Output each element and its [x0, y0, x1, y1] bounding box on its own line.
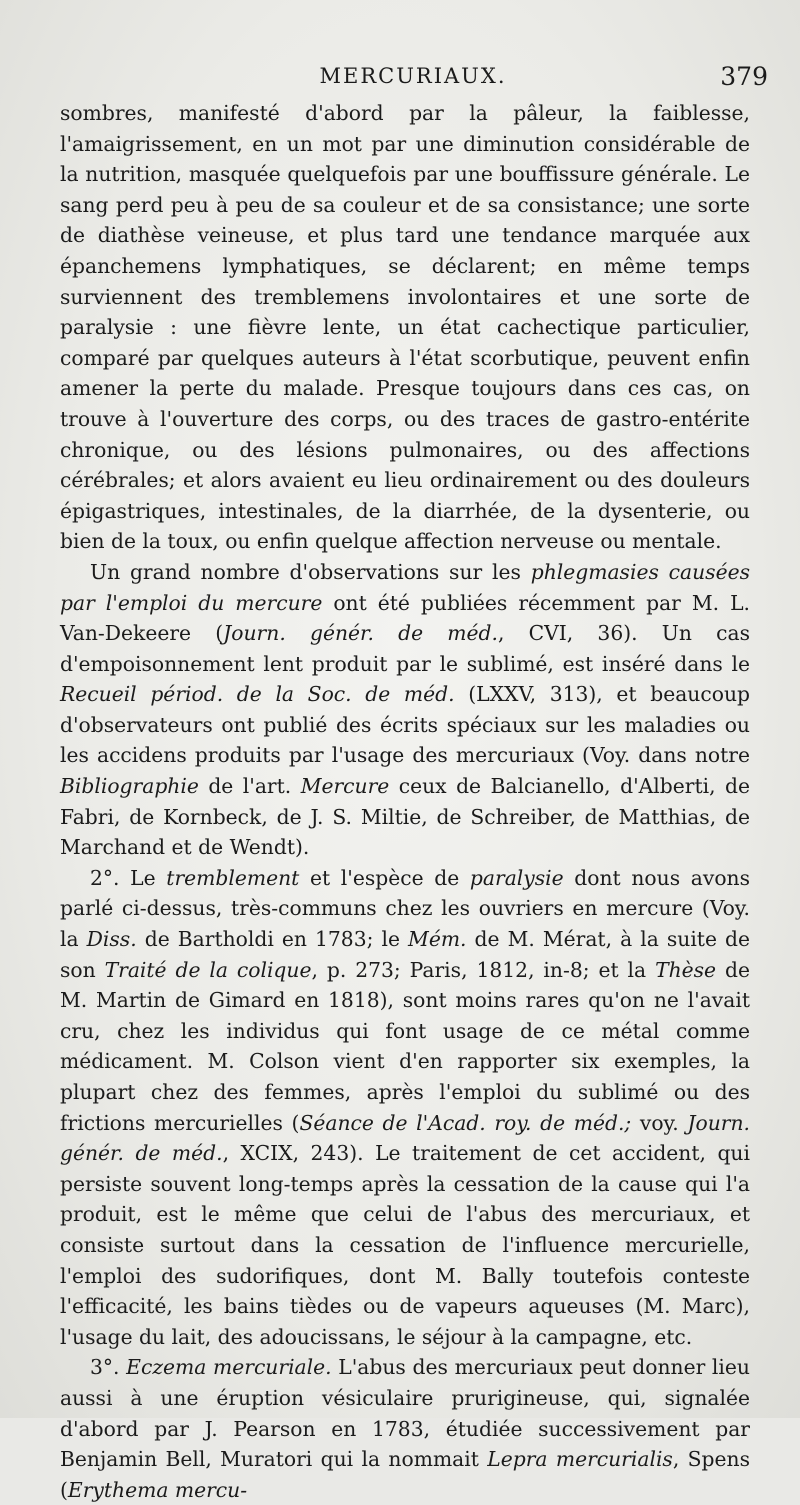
body-text [60, 98, 750, 1505]
text-segment: , CVI, 36). Un cas d'empoisonnement lent produit par le sublimé, est inséré dans le [60, 621, 750, 676]
text-segment: et l'espèce de [299, 865, 470, 890]
italic-text-segment: Thèse [655, 957, 717, 982]
text-segment: , p. 273; Paris, 1812, in-8; et la [311, 957, 656, 982]
text-segment: ceux de Balcianello, d'Alberti, de Fabri, de Kornbeck, de J. S. Miltie, de Schreiber, de Matthias, de Marchand et de Wendt). [60, 774, 750, 860]
text-segment: 3°. [90, 1355, 127, 1380]
italic-text-segment: Journ. génér. de méd. [60, 1110, 750, 1166]
paragraph [60, 98, 750, 557]
page-header [58, 62, 768, 102]
text-segment: de M. Mérat, à la suite de son [60, 927, 750, 982]
page-number: 379 [720, 62, 768, 91]
italic-text-segment: Recueil périod. de la Soc. de méd. [60, 682, 455, 707]
text-segment: de M. Martin de Gimard en 1818), sont moins rares qu'on ne l'avait cru, chez les individus qui font usage de ce métal comme médicament. M. Colson vient d'en rapporter six exemples, la plupart chez des femmes, après l'emploi du sublimé ou des frictions mercurielles ( [60, 957, 750, 1135]
italic-text-segment: Traité de la colique [104, 957, 312, 982]
italic-text-segment: Eczema mercuriale. [126, 1355, 332, 1380]
italic-text-segment: Diss. [86, 927, 137, 952]
italic-text-segment: Mercure [300, 774, 390, 799]
text-segment: de Bartholdi en 1783; le [136, 927, 409, 952]
text-segment: de l'art. [198, 774, 301, 799]
paragraph [60, 863, 750, 1353]
text-segment: Un grand nombre d'observations sur les [90, 559, 531, 584]
italic-text-segment: Bibliographie [60, 774, 199, 799]
paragraph [60, 1352, 750, 1505]
text-segment: dont nous avons parlé ci-dessus, très-communs chez les ouvriers en mercure (Voy. la [60, 865, 750, 952]
text-segment: , XCIX, 243). Le traitement de cet accident, qui persiste souvent long-temps après la cessation de la cause qui l'a produit, est le même que celui de l'abus des mercuriaux, et consiste surtout dans la cessation de l'influence mercurielle, l'emploi des sudorifiques, dont M. Bally toutefois conteste l'efficacité, les bains tièdes ou de vapeurs aqueuses (M. Marc), l'usage du lait, des adoucissans, le séjour à la campagne, etc. [60, 1141, 750, 1349]
text-segment: sombres, manifesté d'abord par la pâleur, la faiblesse, l'amaigrissement, en un mot par une diminution considérable de la nutrition, masquée quelquefois par une bouffissure générale. Le sang perd peu à peu de sa couleur et de sa consistance; une sorte de diathèse veineuse, et plus tard une tendance marquée aux épanchemens lymphatiques, se déclarent; en même temps surviennent des tremblemens involontaires et une sorte de paralysie : une fièvre lente, un état cachectique particulier, comparé par quelques auteurs à l'état scorbutique, peuvent enfin amener la perte du malade. Presque toujours dans ces cas, on trouve à l'ouverture des corps, ou des traces de gastro-entérite chronique, ou des lésions pulmonaires, ou des affections cérébrales; et alors avaient eu lieu ordinairement ou des douleurs épigastriques, intestinales, de la diarrhée, de la dysenterie, ou bien de la toux, ou enfin quelque affection nerveuse ou mentale. [60, 101, 750, 554]
italic-text-segment: Erythema mercu- [67, 1477, 248, 1502]
italic-text-segment: phlegmasies causées par l'emploi du mercure [60, 559, 750, 615]
text-segment: , Spens ( [60, 1447, 750, 1502]
running-head: MERCURIAUX. [319, 64, 507, 88]
text-segment: 2°. Le [90, 865, 167, 890]
italic-text-segment: Journ. génér. de méd. [223, 621, 498, 646]
italic-text-segment: paralysie [469, 865, 564, 890]
paragraph [60, 557, 750, 863]
italic-text-segment: Séance de l'Acad. roy. de méd.; [299, 1110, 632, 1135]
text-segment: (LXXV, 313), et beaucoup d'observateurs ont publié des écrits spéciaux sur les maladies ou les accidens produits par l'usage des mercuriaux (Voy. dans notre [60, 682, 750, 768]
italic-text-segment: Mém. [408, 927, 467, 952]
text-segment: voy. [631, 1110, 688, 1135]
text-segment: ont été publiées récemment par M. L. Van-Dekeere ( [60, 590, 750, 646]
text-segment: L'abus des mercuriaux peut donner lieu aussi à une éruption vésiculaire prurigineuse, qui, signalée d'abord par J. Pearson en 1783, étudiée successivement par Benjamin Bell, Muratori qui la nommait [60, 1355, 750, 1472]
italic-text-segment: Lepra mercurialis [487, 1447, 673, 1472]
italic-text-segment: tremblement [166, 865, 300, 890]
